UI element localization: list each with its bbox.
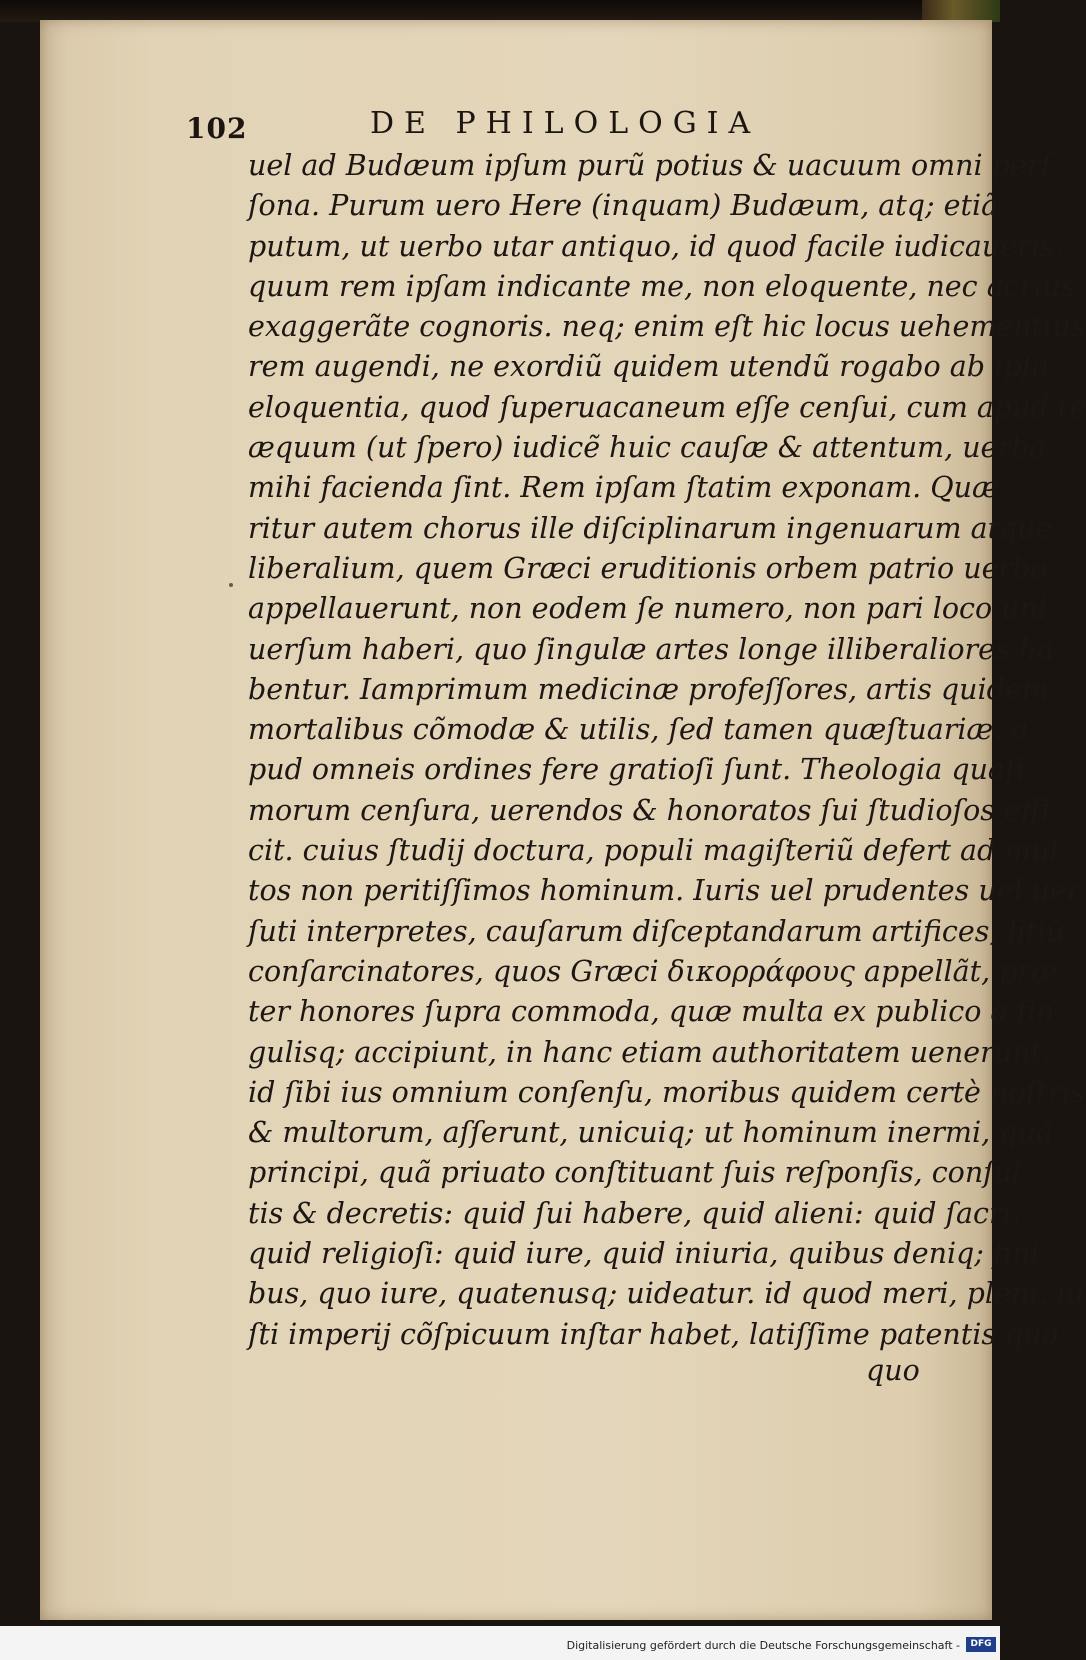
text-line: bus, quo iure, quatenusq; uideatur. id quod meri, pleni, iu — [248, 1277, 1084, 1311]
text-line: quum rem ipſam indicante me, non eloquente, nec acrius — [248, 269, 1076, 303]
text-line: tis & decretis: quid ſui habere, quid alieni: quid ſacri, — [248, 1196, 1021, 1230]
text-line: liberalium, quem Græci eruditionis orbem patrio uerbo — [248, 551, 1048, 585]
text-line: mortalibus cõmodæ & utilis, ſed tamen quæſtuariæ, a — [248, 713, 1029, 747]
dfg-logo-icon: DFG — [966, 1637, 996, 1652]
text-line: exaggerãte cognoris. neq; enim eſt hic locus uehementius — [248, 310, 1086, 344]
text-line: ter honores ſupra commoda, quæ multa ex publico à ſin — [248, 995, 1055, 1029]
text-line: pud omneis ordines fere gratioſi ſunt. Theologia quaſi — [248, 753, 1025, 787]
text-line: ſuti interpretes, cauſarum diſceptandarum artifices, litiũ — [248, 914, 1065, 948]
text-line: appellauerunt, non eodem ſe numero, non pari loco uni — [248, 592, 1048, 626]
text-line: ſti imperij cõſpicuum inſtar habet, latiſſime patentis quo — [248, 1317, 1059, 1351]
text-line: ritur autem chorus ille diſciplinarum ingenuarum atque — [248, 511, 1053, 545]
scan-background — [0, 0, 1000, 22]
running-head: DE PHILOLOGIA — [370, 106, 761, 141]
text-line: conſarcinatores, quos Græci δικορράφους appellãt, præ — [248, 954, 1058, 988]
text-line: gulisq; accipiunt, in hanc etiam authoritatem uenerunt, — [248, 1035, 1051, 1069]
text-line: eloquentia, quod ſuperuacaneum eſſe cenſui, cum apud te — [248, 390, 1086, 424]
text-line: & multorum, aſſerunt, unicuiq; ut hominum inermi, quã — [248, 1116, 1053, 1150]
body-text — [248, 146, 1086, 1355]
book-cover-corner — [922, 0, 1000, 22]
margin-mark — [229, 583, 233, 587]
text-line: æquum (ut ſpero) iudicẽ huic cauſæ & attentum, uerba — [248, 431, 1047, 465]
text-line: ſona. Purum uero Here (inquam) Budæum, atq; etiã — [248, 189, 999, 223]
text-line: putum, ut uerbo utar antiquo, id quod facile iudicaueris, — [248, 229, 1064, 263]
text-line: rem augendi, ne exordiũ quidem utendũ rogabo ab ipſa — [248, 350, 1049, 384]
page-number: 102 — [186, 112, 248, 145]
text-line: bentur. Iamprimum medicinæ profeſſores, artis quidem — [248, 672, 1049, 706]
text-line: uerſum haberi, quo ſingulæ artes longe illiberaliores ha — [248, 632, 1055, 666]
text-line: cit. cuius ſtudij doctura, populi magiſteriũ defert ad mul — [248, 834, 1059, 868]
funding-credit: Digitalisierung gefördert durch die Deutsche Forschungsgemeinschaft - — [566, 1639, 960, 1652]
text-line: principi, quã priuato conſtituant ſuis reſponſis, conſul — [248, 1156, 1022, 1190]
text-line: morum cenſura, uerendos & honoratos ſui ſtudioſos effi — [248, 793, 1051, 827]
catchword: quo — [866, 1354, 920, 1387]
text-line: quid religioſi: quid iure, quid iniuria, quibus deniq; fini — [248, 1237, 1040, 1271]
text-line: uel ad Budæum ipſum purũ potius & uacuum omni perſ — [248, 149, 1051, 182]
text-line: mihi facienda ſint. Rem ipſam ſtatim exponam. Quæ — [248, 471, 999, 505]
text-line: tos non peritiſſimos hominum. Iuris uel prudentes uel uer — [248, 874, 1081, 908]
text-line: id ſibi ius omnium conſenſu, moribus quidem certè noſtris — [248, 1075, 1085, 1109]
